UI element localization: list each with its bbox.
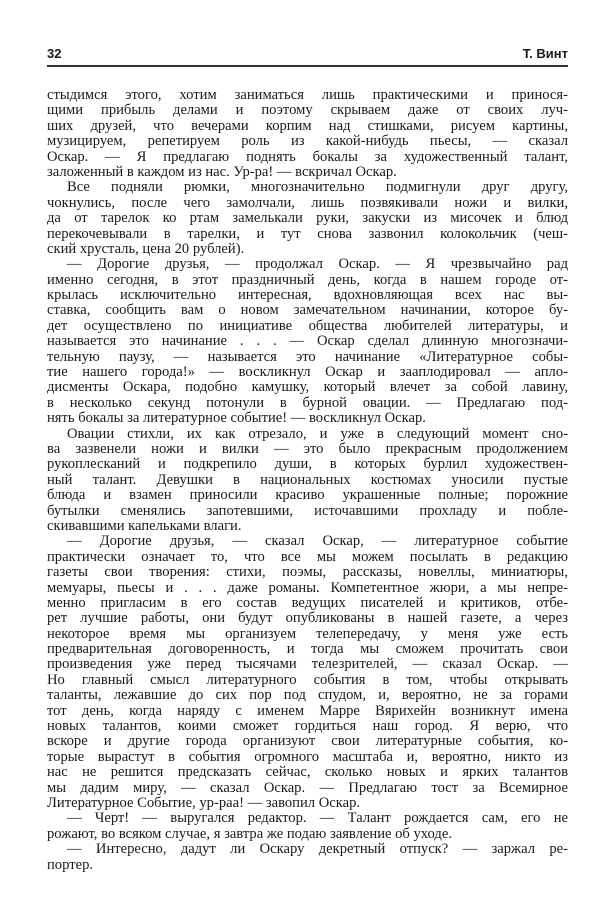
text-line: ский хрусталь, цена 20 рублей). [47, 240, 245, 257]
text-line: менно пригласим в его состав ведущих писателей и критиков, отбе- [47, 594, 568, 611]
text-line: Литературное Событие, ур-раа! — завопил Оскар. [47, 794, 361, 811]
text-line: практически означает то, что все мы можем посылать в редакцию [47, 548, 568, 565]
running-header [47, 44, 568, 64]
text-line: таланты, лежавшие до сих пор под спудом, и, вероятно, не за горами [47, 687, 568, 704]
text-line: скивавшими капельками влаги. [47, 517, 242, 534]
text-line: мы дадим миру, — сказал Оскар. — Предлагаю тост за Всемирное [47, 779, 568, 796]
text-line: чокнулись, после чего замолчали, лишь позвякивали ножи и вилки, [47, 194, 568, 211]
page-number: 32 [47, 46, 62, 61]
text-line: торые вырастут в события огромного масштаба и, вероятно, никто из [47, 748, 568, 765]
text-line: ва зазвенели ножи и вилки — это было прекрасным продолжением [47, 440, 568, 457]
text-line: рукоплесканий и подкрепило души, в которых бурлил художествен- [47, 456, 568, 473]
text-line: блюда и взамен приносили красиво украшенные полные; порожние [47, 487, 568, 504]
page-body-text [47, 88, 568, 873]
text-line: в несколько секунд потонули в бурной овации. — Предлагаю под- [47, 394, 568, 411]
text-line: тие нашего города!» — воскликнул Оскар и зааплодировал — апло- [47, 364, 568, 381]
text-line: — Черт! — выругался редактор. — Талант рождается сам, его не [67, 810, 568, 827]
text-line: Но главный смысл литературного события в том, чтобы открывать [47, 671, 568, 688]
text-line: да от тарелок ко ртам замелькали руки, закуски из мисочек и блюд [47, 210, 568, 227]
text-line: газеты свои творения: стихи, поэмы, рассказы, новеллы, миниатюры, [47, 564, 568, 581]
text-line: дет осуществлено по инициативе общества любителей литературы, и [47, 317, 568, 334]
text-line: стыдимся этого, хотим заниматься лишь практическими и принося- [47, 87, 568, 103]
header-rule [47, 65, 568, 67]
text-line: вскоре и другие города организуют свои литературные события, ко- [47, 733, 568, 750]
text-line: ставка, сообщить вам о новом замечательном начинании, которое бу- [47, 302, 568, 319]
text-line: крылась исключительно интересная, вдохновляющая всех нас вы- [47, 287, 568, 304]
text-line: нять бокалы за литературное событие! — воскликнул Оскар. [47, 410, 426, 427]
text-line: называется это начинание . . . — Оскар сделал длинную многозначи- [47, 333, 568, 350]
text-line: нас не решится предсказать сейчас, сколько новых и ярких талантов [47, 764, 568, 781]
text-line: предварительная договоренность, и тогда мы сможем прочитать свои [47, 641, 568, 658]
text-line: некоторое время мы организуем телепередачу, у меня уже есть [47, 625, 568, 642]
text-line: — Дорогие друзья, — сказал Оскар, — литературное событие [67, 533, 568, 550]
text-line: перекочевывали в тарелки, и тут снова зазвонил колокольчик (чеш- [47, 225, 568, 242]
text-line: заложенный в каждом из нас. Ур-ра! — вскричал Оскар. [47, 163, 397, 180]
text-line: дисменты Оскара, подобно камушку, который влечет за собой лавину, [47, 379, 568, 396]
text-line: рет лучшие работы, они будут опубликованы в нашей газете, а через [47, 610, 568, 627]
text-line: портер. [47, 856, 94, 873]
text-line: произведения уже перед тысячами телезрителей, — сказал Оскар. — [47, 656, 568, 673]
text-line: ный талант. Девушки в национальных костюмах уносили пустые [47, 471, 568, 488]
text-line: тот день, когда наряду с именем Марре Вярихейн возникнут имена [47, 702, 568, 719]
text-line: новых талантов, коими сможет гордиться наш город. Я верю, что [47, 718, 568, 735]
author-name: Т. Винт [522, 46, 568, 61]
text-line: Все подняли рюмки, многозначительно подмигнули друг другу, [67, 179, 568, 196]
text-line: Оскар. — Я предлагаю поднять бокалы за художественный талант, [47, 148, 568, 165]
text-line: бутылки сменялись запотевшими, источавшими прохладу и побле- [47, 502, 568, 519]
text-line: именно сегодня, в этот праздничный день, когда в нашем городе от- [47, 271, 568, 288]
text-line: музицируем, репетируем роль из какой-нибудь пьесы, — сказал [47, 133, 568, 150]
text-line: тельную паузу, — называется это начинание «Литературное собы- [47, 348, 568, 365]
text-line: Овации стихли, их как отрезало, и уже в следующий момент сно- [67, 425, 568, 442]
text-line: мемуары, пьесы и . . . даже романы. Компетентное жюри, а мы непре- [47, 579, 568, 596]
text-line: — Дорогие друзья, — продолжал Оскар. — Я чрезвычайно рад [67, 256, 568, 273]
text-line: щими прибыль делами и поэтому скрываем даже от своих луч- [47, 102, 568, 119]
text-line: — Интересно, дадут ли Оскару декретный отпуск? — заржал ре- [67, 841, 568, 858]
text-line: рожают, во всяком случае, я завтра же подаю заявление об уходе. [47, 825, 452, 842]
text-line: ших друзей, что вечерами корпим над стишками, рисуем картины, [47, 117, 568, 134]
